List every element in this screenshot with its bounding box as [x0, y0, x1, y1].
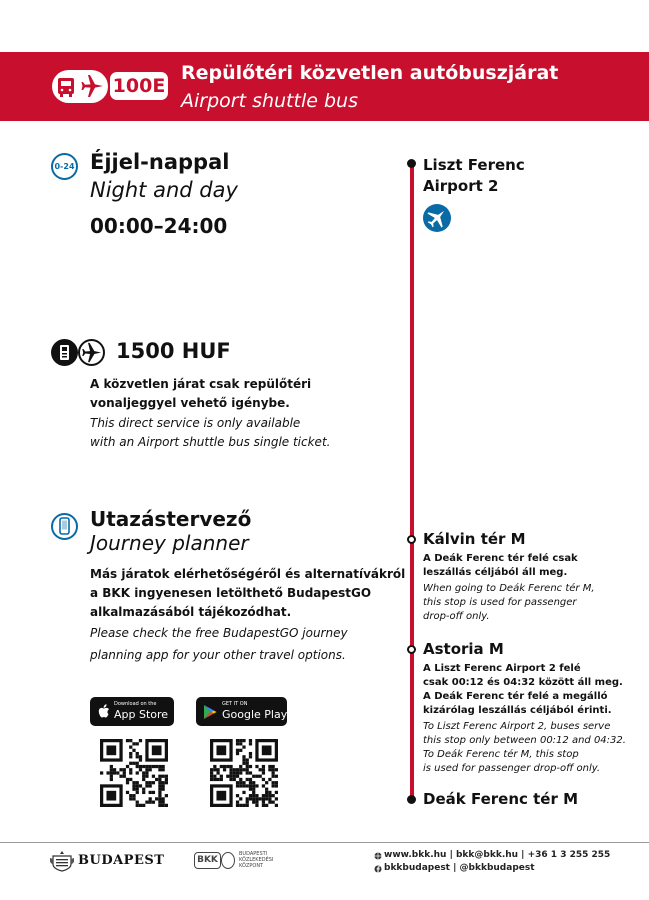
google-play-icon [203, 704, 217, 720]
stop-note-kalvin-en-2: this stop is used for passenger [423, 597, 577, 608]
planner-text-hu-2: a BKK ingyenesen letölthető BudapestGO [90, 586, 372, 600]
stop-note-astoria-hu-4: kizárólag leszállás céljából érinti. [423, 705, 612, 716]
footer-bkk-sub-1: BUDAPESTI [239, 851, 268, 857]
hours-title-hu: Éjjel-nappal [90, 150, 230, 174]
header-title-en: Airport shuttle bus [181, 90, 358, 112]
footer-bkk-logo: BKK [194, 852, 221, 869]
stop-name-kalvin: Kálvin tér M [423, 530, 526, 548]
footer-contact-2: bkkbudapest | @bkkbudapest [384, 863, 535, 873]
stop-name-astoria: Astoria M [423, 640, 504, 658]
route-number-badge: 100E [110, 72, 168, 100]
google-play-small-label: GET IT ON [222, 701, 248, 707]
stop-dot-astoria [407, 645, 416, 654]
hours-badge-icon: 0-24 [51, 153, 78, 180]
header-icons [52, 70, 108, 103]
fare-text-hu-2: vonaljeggyel vehető igénybe. [90, 396, 290, 410]
header-title-hu: Repülőtéri közvetlen autóbuszjárat [181, 62, 559, 84]
stop-dot-end [407, 795, 416, 804]
planner-title-en: Journey planner [90, 531, 249, 555]
hours-time: 00:00–24:00 [90, 214, 228, 238]
stop-note-kalvin-hu-1: A Deák Ferenc tér felé csak [423, 553, 578, 564]
stop-name-airport-1: Liszt Ferenc [423, 156, 525, 174]
airport-icon [423, 204, 451, 232]
bkk-logo-circle-icon [221, 852, 235, 869]
smartphone-icon [51, 513, 78, 540]
stop-note-astoria-en-1: To Liszt Ferenc Airport 2, buses serve [423, 721, 611, 732]
stop-note-astoria-en-3: To Deák Ferenc tér M, this stop [423, 749, 579, 760]
airplane-icon [78, 339, 105, 366]
planner-text-en-2: planning app for your other travel options. [90, 648, 346, 662]
app-store-label: App Store [114, 708, 169, 721]
globe-icon [374, 852, 382, 860]
planner-text-hu-1: Más járatok elérhetőségéről és alternatívákról [90, 567, 406, 581]
stop-name-airport-2: Airport 2 [423, 177, 499, 195]
stop-note-astoria-hu-1: A Liszt Ferenc Airport 2 felé [423, 663, 581, 674]
app-store-small-label: Download on the [114, 701, 157, 707]
stop-note-kalvin-hu-2: leszállás céljából áll meg. [423, 567, 568, 578]
bus-icon [58, 78, 74, 97]
app-store-qr-code[interactable] [100, 739, 168, 807]
stop-note-astoria-en-4: is used for passenger drop-off only. [423, 763, 601, 774]
footer-budapest-logo: BUDAPEST [78, 853, 165, 868]
stop-note-kalvin-en-1: When going to Deák Ferenc tér M, [423, 583, 595, 594]
stop-note-astoria-hu-2: csak 00:12 és 04:32 között áll meg. [423, 677, 623, 688]
route-line [410, 163, 414, 801]
fare-text-hu-1: A közvetlen járat csak repülőtéri [90, 377, 312, 391]
planner-title-hu: Utazástervező [90, 507, 252, 531]
fare-text-en-2: with an Airport shuttle bus single ticket. [90, 435, 331, 449]
footer-divider [0, 842, 649, 843]
stop-name-deak: Deák Ferenc tér M [423, 790, 579, 808]
hours-title-en: Night and day [90, 178, 238, 202]
ticket-machine-icon [51, 339, 78, 366]
planner-text-hu-3: alkalmazásából tájékozódhat. [90, 605, 292, 619]
apple-icon [96, 703, 110, 720]
fare-price: 1500 HUF [116, 339, 231, 363]
stop-dot-kalvin [407, 535, 416, 544]
stop-note-kalvin-en-3: drop-off only. [423, 611, 490, 622]
planner-text-en-1: Please check the free BudapestGO journey [90, 626, 348, 640]
google-play-button[interactable] [196, 697, 287, 726]
budapest-coat-of-arms-icon [49, 850, 75, 872]
google-play-qr-code[interactable] [210, 739, 278, 807]
footer-contact-1: www.bkk.hu | bkk@bkk.hu | +36 1 3 255 255 [384, 850, 611, 860]
stop-note-astoria-hu-3: A Deák Ferenc tér felé a megálló [423, 691, 608, 702]
stop-note-astoria-en-2: this stop only between 00:12 and 04:32. [423, 735, 626, 746]
footer-bkk-sub-2: KÖZLEKEDÉSI [239, 857, 274, 863]
google-play-label: Google Play [222, 708, 288, 721]
footer-bkk-sub-3: KÖZPONT [239, 863, 264, 869]
stop-dot-start [407, 159, 416, 168]
facebook-icon [374, 865, 382, 873]
fare-text-en-1: This direct service is only available [90, 416, 301, 430]
airplane-icon [82, 75, 104, 97]
app-store-button[interactable] [90, 697, 174, 726]
